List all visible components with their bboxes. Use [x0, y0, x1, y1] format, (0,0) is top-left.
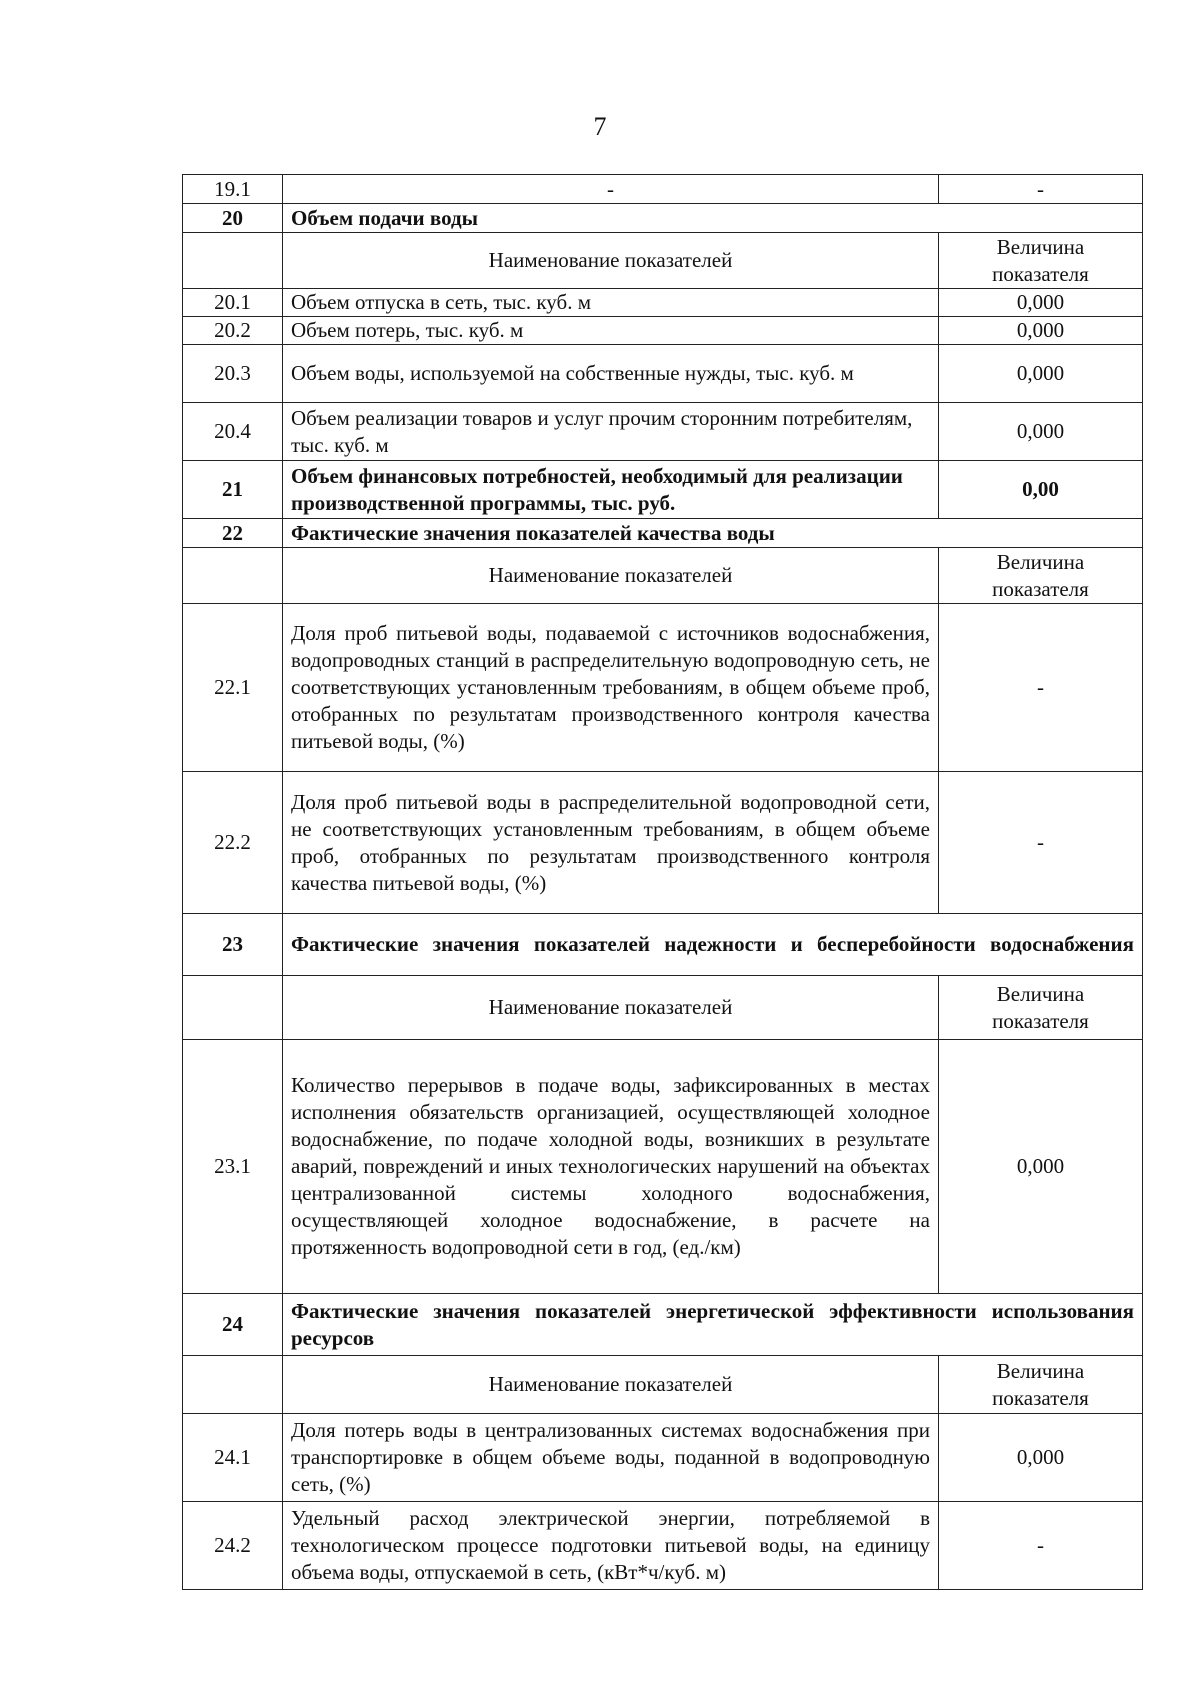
- section-number: 23: [183, 914, 283, 976]
- column-header-name: Наименование показателей: [283, 976, 939, 1040]
- section-title: Фактические значения показателей надежности и бесперебойности водоснабжения: [283, 914, 1143, 976]
- indicator-name: Удельный расход электрической энергии, потребляемой в технологическом процессе подготовки питьевой воды, на единицу объема воды, отпускаемой в сеть, (кВт*ч/куб. м): [283, 1502, 939, 1590]
- empty-cell: [183, 1356, 283, 1414]
- row-number: 20.3: [183, 345, 283, 403]
- column-header-row: [183, 548, 1143, 604]
- table-row: [183, 403, 1143, 461]
- page-number: 7: [593, 112, 607, 141]
- indicator-name: -: [283, 175, 939, 204]
- section-number: 20: [183, 204, 283, 233]
- section-number: 22: [183, 519, 283, 548]
- column-header-value: Величина показателя: [939, 548, 1143, 604]
- row-number: 20.4: [183, 403, 283, 461]
- row-number: 24.1: [183, 1414, 283, 1502]
- column-header-value: Величина показателя: [939, 976, 1143, 1040]
- indicator-value: 0,000: [939, 403, 1143, 461]
- indicator-name: Объем реализации товаров и услуг прочим сторонним потребителям, тыс. куб. м: [283, 403, 939, 461]
- column-header-value: Величина показателя: [939, 1356, 1143, 1414]
- indicator-name: Объем потерь, тыс. куб. м: [283, 317, 939, 345]
- empty-cell: [183, 548, 283, 604]
- indicator-name: Объем воды, используемой на собственные нужды, тыс. куб. м: [283, 345, 939, 403]
- column-header-name: Наименование показателей: [283, 1356, 939, 1414]
- section-row: [183, 914, 1143, 976]
- indicator-value: 0,000: [939, 345, 1143, 403]
- row-number: 24.2: [183, 1502, 283, 1590]
- table-row: [183, 345, 1143, 403]
- indicator-value: -: [939, 604, 1143, 772]
- indicator-value: -: [939, 772, 1143, 914]
- section-title: Фактические значения показателей энергетической эффективности использования ресурсов: [283, 1294, 1143, 1356]
- indicator-name: Доля проб питьевой воды в распределительной водопроводной сети, не соответствующих установленным требованиям, в общем объеме проб, отобранных по результатам производственного контроля качества питьевой воды, (%): [283, 772, 939, 914]
- indicator-value: 0,000: [939, 1414, 1143, 1502]
- table-row: [183, 317, 1143, 345]
- section-row: [183, 519, 1143, 548]
- column-header-row: [183, 1356, 1143, 1414]
- section-row: [183, 204, 1143, 233]
- section-number: 24: [183, 1294, 283, 1356]
- indicator-name: Объем отпуска в сеть, тыс. куб. м: [283, 289, 939, 317]
- indicator-value: 0,000: [939, 1040, 1143, 1294]
- column-header-name: Наименование показателей: [283, 548, 939, 604]
- row-number: 19.1: [183, 175, 283, 204]
- row-number: 23.1: [183, 1040, 283, 1294]
- indicator-value: 0,000: [939, 317, 1143, 345]
- row-number: 22.2: [183, 772, 283, 914]
- indicators-table: [182, 174, 1143, 1590]
- row-number: 20.2: [183, 317, 283, 345]
- table-row: [183, 1040, 1143, 1294]
- row-number: 20.1: [183, 289, 283, 317]
- section-title: Объем финансовых потребностей, необходимый для реализации производственной программы, тыс. руб.: [283, 461, 939, 519]
- table-row: [183, 289, 1143, 317]
- section-title: Фактические значения показателей качества воды: [283, 519, 1143, 548]
- section-row: [183, 461, 1143, 519]
- column-header-name: Наименование показателей: [283, 233, 939, 289]
- indicator-name: Доля проб питьевой воды, подаваемой с источников водоснабжения, водопроводных станций в распределительную водопроводную сеть, не соответствующих установленным требованиям, в общем объеме проб, отобранных по результатам производственного контроля качества питьевой воды, (%): [283, 604, 939, 772]
- table-row: [183, 604, 1143, 772]
- indicator-value: -: [939, 1502, 1143, 1590]
- column-header-row: [183, 233, 1143, 289]
- table-row: [183, 175, 1143, 204]
- section-row: [183, 1294, 1143, 1356]
- table-row: [183, 772, 1143, 914]
- table-row: [183, 1502, 1143, 1590]
- row-number: 22.1: [183, 604, 283, 772]
- empty-cell: [183, 976, 283, 1040]
- column-header-value: Величина показателя: [939, 233, 1143, 289]
- empty-cell: [183, 233, 283, 289]
- indicator-value: -: [939, 175, 1143, 204]
- section-title: Объем подачи воды: [283, 204, 1143, 233]
- indicator-value: 0,000: [939, 289, 1143, 317]
- section-value: 0,00: [939, 461, 1143, 519]
- column-header-row: [183, 976, 1143, 1040]
- table-row: [183, 1414, 1143, 1502]
- section-number: 21: [183, 461, 283, 519]
- indicator-name: Количество перерывов в подаче воды, зафиксированных в местах исполнения обязательств организацией, осуществляющей холодное водоснабжение, по подаче холодной воды, возникших в результате аварий, повреждений и иных технологических нарушений на объектах централизованной системы холодного водоснабжения, осуществляющей холодное водоснабжение, в расчете на протяженность водопроводной сети в год, (ед./км): [283, 1040, 939, 1294]
- indicator-name: Доля потерь воды в централизованных системах водоснабжения при транспортировке в общем объеме воды, поданной в водопроводную сеть, (%): [283, 1414, 939, 1502]
